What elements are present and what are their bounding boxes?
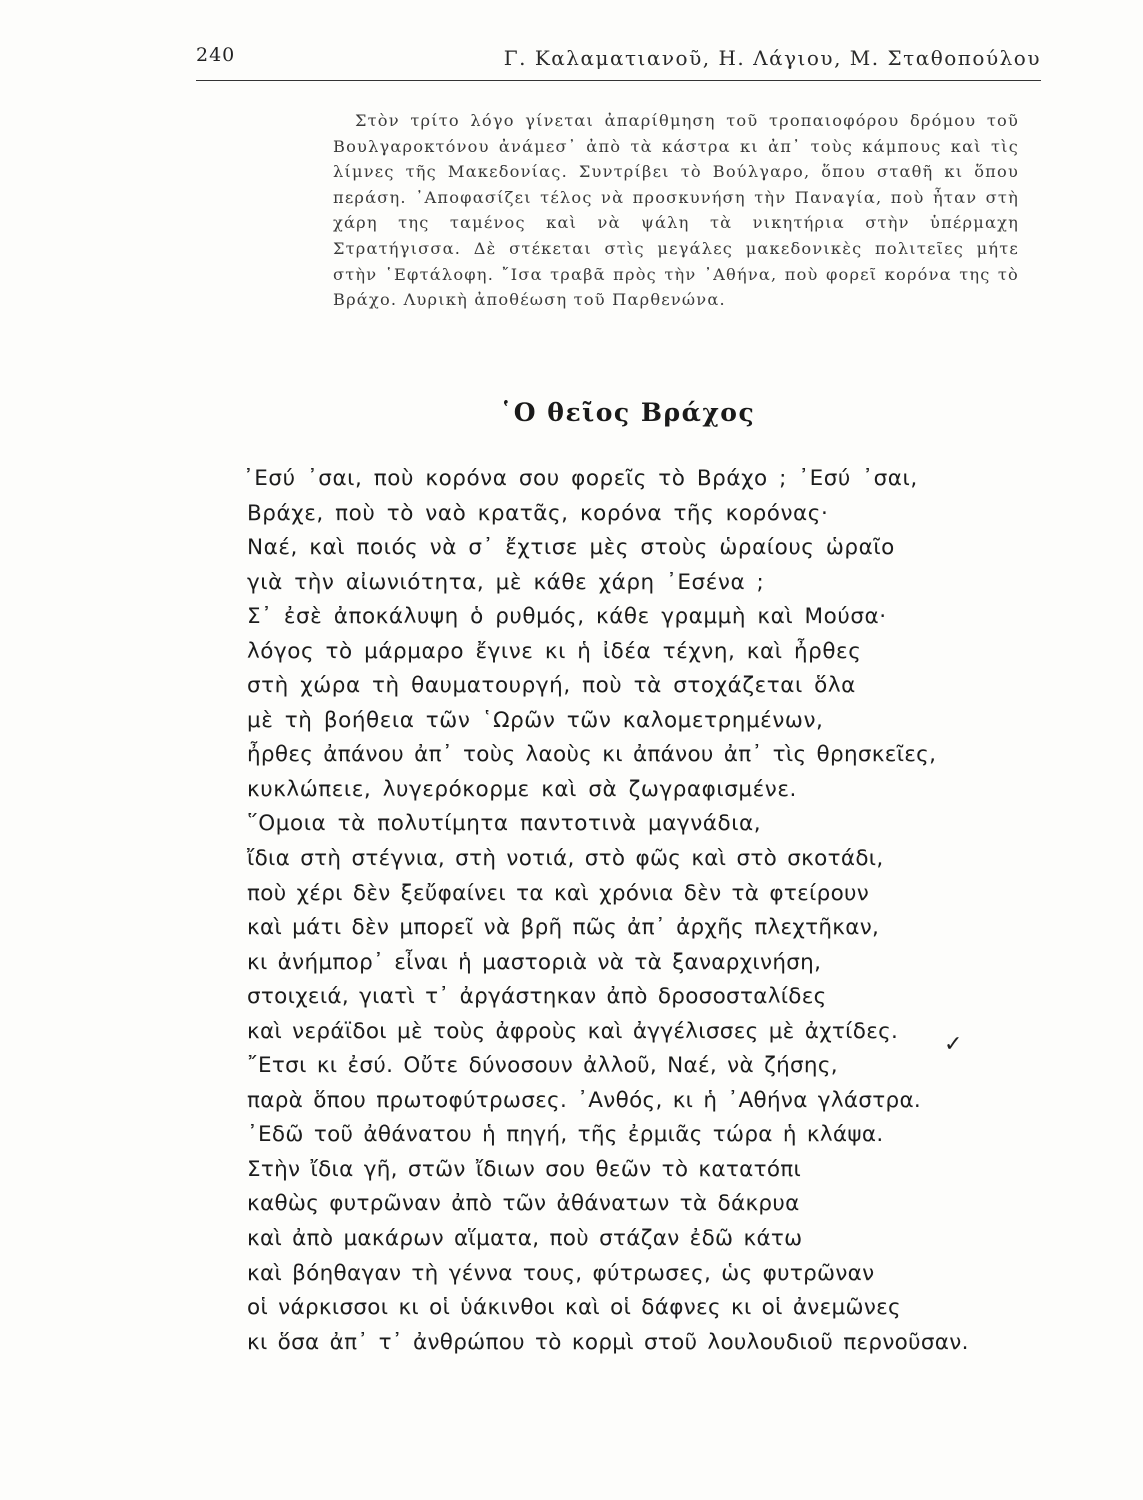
poem-line: παρὰ ὅπου πρωτοφύτρωσες. ᾽Ανθός, κι ἡ ᾽Αθήνα γλάστρα. (247, 1087, 922, 1113)
poem-line: κι ὅσα ἀπ᾽ τ᾽ ἀνθρώπου τὸ κορμὶ στοῦ λουλουδιοῦ περνοῦσαν. (247, 1329, 969, 1355)
header-rule (196, 80, 1041, 81)
poem-line: ἦρθες ἀπάνου ἀπ᾽ τοὺς λαοὺς κι ἀπάνου ἀπ᾽ τὶς θρησκεῖες, (247, 742, 937, 768)
poem-line: καθὼς φυτρῶναν ἀπὸ τῶν ἀθάνατων τὰ δάκρυα (247, 1191, 800, 1217)
poem-line: ῎Ετσι κι ἐσύ. Οὔτε δύνοσουν ἀλλοῦ, Ναέ, νὰ ζήσης, (247, 1053, 838, 1079)
poem-line: ποὺ χέρι δὲν ξεὔφαίνει τα καὶ χρόνια δὲν τὰ φτείρουν (247, 880, 870, 906)
poem-line: Ναέ, καὶ ποιός νὰ σ᾽ ἔχτισε μὲς στοὺς ὡραίους ὡραῖο (247, 535, 895, 561)
poem-line: καὶ ἀπὸ μακάρων αἵματα, ποὺ στάζαν ἐδῶ κάτω (247, 1226, 803, 1252)
poem-line: Σ᾽ ἐσὲ ἀποκάλυψη ὁ ρυθμός, κάθε γραμμὴ καὶ Μούσα· (247, 604, 887, 630)
poem-line: Βράχε, ποὺ τὸ ναὸ κρατᾶς, κορόνα τῆς κορόνας· (247, 500, 829, 526)
poem-title-text: ῾Ο θεῖος Βράχος (499, 398, 756, 427)
poem-line: καὶ νεράϊδοι μὲ τοὺς ἀφροὺς καὶ ἀγγέλισσες μὲ ἀχτίδες. (247, 1018, 899, 1044)
poem-line: λόγος τὸ μάρμαρο ἔγινε κι ἡ ἰδέα τέχνη, καὶ ἦρθες (247, 638, 862, 664)
poem-line: κι ἀνήμπορ᾽ εἶναι ἡ μαστοριὰ νὰ τὰ ξαναρχινήση, (247, 949, 822, 975)
summary-paragraph: Στὸν τρίτο λόγο γίνεται ἀπαρίθμηση τοῦ τροπαιοφόρου δρόμου τοῦ Βουλγαροκτόνου ἀνάμεσ᾽ ἀπὸ τὰ κάστρα κι ἀπ᾽ τοὺς κάμπους καὶ τὶς λίμνες τῆς Μακεδονίας. Συντρίβει τὸ Βούλγαρο, ὅπου σταθῆ κι ὅπου περάση. ᾽Αποφασίζει τέλος νὰ προσκυνήση τὴν Παναγία, ποὺ ἦταν στὴ χάρη της ταμένος καὶ νὰ ψάλη τὰ νικητήρια στὴν ὑπέρμαχη Στρατήγισσα. Δὲ στέκεται στὶς μεγάλες μακεδονικὲς πολιτεῖες μήτε στὴν ῾Εφτάλοφη. ῎Ισα τραβᾶ πρὸς τὴν ᾽Αθήνα, ποὺ φορεῖ κορόνα της τὸ Βράχο. Λυρικὴ ἀποθέωση τοῦ Παρθενώνα. (333, 111, 1019, 310)
poem-line: γιὰ τὴν αἰωνιότητα, μὲ κάθε χάρη ᾽Εσένα ; (247, 569, 765, 595)
poem-line: καὶ βόηθαγαν τὴ γέννα τους, φύτρωσες, ὡς φυτρῶναν (247, 1260, 875, 1286)
page-number: 240 (196, 44, 236, 66)
poem-line: καὶ μάτι δὲν μπορεῖ νὰ βρῆ πῶς ἀπ᾽ ἀρχῆς πλεχτῆκαν, (247, 915, 880, 941)
poem-line: ᾽Εσύ ᾽σαι, ποὺ κορόνα σου φορεῖς τὸ Βράχο ; ᾽Εσύ ᾽σαι, (243, 466, 918, 491)
page-header (196, 40, 1041, 80)
poem-line: ῞Ομοια τὰ πολυτίμητα παντοτινὰ μαγνάδια, (247, 811, 762, 837)
margin-check-mark: ✓ (944, 1032, 963, 1057)
poem-line: Στὴν ἴδια γῆ, στῶν ἴδιων σου θεῶν τὸ κατατόπι (247, 1156, 802, 1182)
poem-line: στὴ χώρα τὴ θαυματουργή, ποὺ τὰ στοχάζεται ὅλα (247, 673, 856, 699)
running-head: Γ. Καλαματιανοῦ, Η. Λάγιου, Μ. Σταθοπούλου (503, 46, 1041, 70)
poem-body (243, 462, 1033, 1360)
poem-line: οἱ νάρκισσοι κι οἱ ὑάκινθοι καὶ οἱ δάφνες κι οἱ ἀνεμῶνες (247, 1295, 901, 1321)
poem-line: ᾽Εδῶ τοῦ ἀθάνατου ἡ πηγή, τῆς ἐρμιᾶς τώρα ἡ κλάψα. (247, 1122, 884, 1148)
poem-line: ἴδια στὴ στέγνια, στὴ νοτιά, στὸ φῶς καὶ στὸ σκοτάδι, (247, 846, 884, 872)
poem-line: στοιχειά, γιατὶ τ᾽ ἀργάστηκαν ἀπὸ δροσοσταλίδες (247, 984, 827, 1010)
poem-line: μὲ τὴ βοήθεια τῶν ῾Ωρῶν τῶν καλομετρημένων, (247, 707, 824, 733)
poem-title (0, 398, 1143, 427)
poem-line: κυκλώπειε, λυγερόκορμε καὶ σὰ ζωγραφισμένε. (247, 776, 797, 802)
